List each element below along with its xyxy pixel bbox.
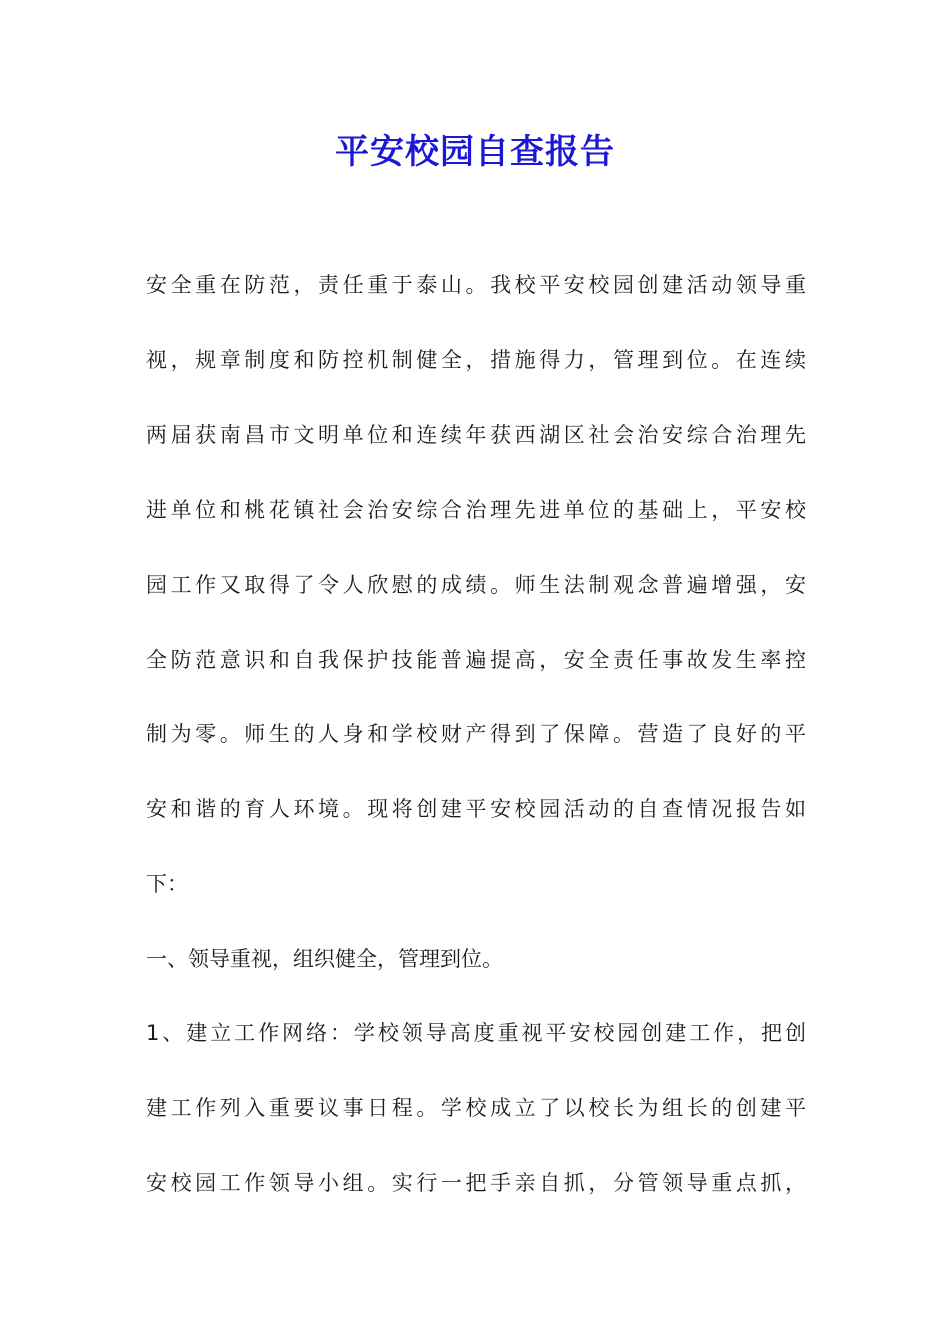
document-title: 平安校园自查报告 [335,132,615,172]
body-line: 园工作又取得了令人欣慰的成绩。师生法制观念普遍增强，安 [146,573,806,597]
body-line: 两届获南昌市文明单位和连续年获西湖区社会治安综合治理先 [146,423,806,447]
body-line: 安和谐的育人环境。现将创建平安校园活动的自查情况报告如 [146,797,806,821]
body-line: 进单位和桃花镇社会治安综合治理先进单位的基础上，平安校 [146,498,806,522]
body-line: 全防范意识和自我保护技能普遍提高，安全责任事故发生率控 [146,648,806,672]
body-line: 安全重在防范，责任重于泰山。我校平安校园创建活动领导重 [146,273,806,297]
body-line: 安校园工作领导小组。实行一把手亲自抓，分管领导重点抓， [146,1171,806,1195]
body-line: 下： [146,872,188,896]
body-line: 1、建立工作网络：学校领导高度重视平安校园创建工作，把创 [146,1021,806,1045]
body-line: 制为零。师生的人身和学校财产得到了保障。营造了良好的平 [146,722,806,746]
section-heading: 一、领导重视，组织健全，管理到位。 [146,947,503,971]
body-line: 视，规章制度和防控机制健全，措施得力，管理到位。在连续 [146,348,806,372]
body-line: 建工作列入重要议事日程。学校成立了以校长为组长的创建平 [146,1096,806,1120]
